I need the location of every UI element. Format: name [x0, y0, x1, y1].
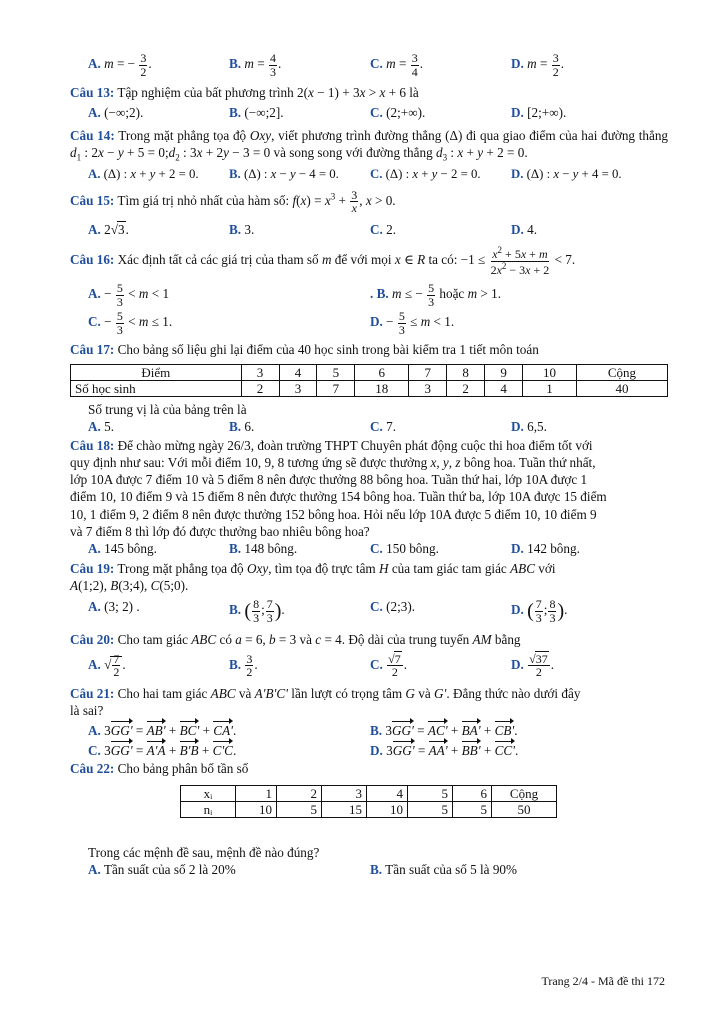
q12-option-a[interactable]: A. — [88, 56, 101, 72]
q17-options: A. 5. B. 6. C. 7. D. 6,5. — [88, 418, 547, 434]
q16-options-row1: A. − $\frac{5}{3}$ < m < 1 . B. m ≤ − $\frac{5}{3}$ hoặc m > 1. — [88, 281, 502, 309]
q17-option-a[interactable]: A. — [88, 418, 101, 434]
page-footer: Trang 2/4 - Mã đề thi 172 — [541, 974, 665, 988]
q19-options: A. (3; 2) . B. ( $\frac{8}{3}$ ; $\frac{7}{3}$ ). C. (2;3). D. ( $\frac{7}{3}$ ; $\frac{8}{3}$ ). — [88, 597, 568, 625]
q16-option-a[interactable]: A. — [88, 286, 101, 302]
q21-option-d[interactable]: D. — [370, 743, 383, 759]
q19-stem: Câu 19: Trong mặt phẳng tọa độ Oxy, tìm tọa độ trực tâm H của tam giác tam giác ABC với A(1;2), B(3;4), C(5;0). — [70, 561, 556, 594]
q16-option-c[interactable]: C. — [88, 314, 101, 330]
q20-option-c[interactable]: C. — [370, 656, 383, 672]
table-row: Số học sinh 2 3 7 18 3 2 4 1 40 — [71, 380, 668, 396]
q21-stem: Câu 21: Cho hai tam giác ABC và A'B'C' lần lượt có trọng tâm G và G'. Đẳng thức nào dưới đây là sai? — [70, 685, 581, 719]
table-row: xᵢ 1 2 3 4 5 6 Cộng — [181, 785, 557, 801]
q22-subquestion: Trong các mệnh đề sau, mệnh đề nào đúng? — [88, 844, 320, 860]
q20-option-d[interactable]: D. — [511, 656, 524, 672]
q17-stem: Câu 17: Cho bảng số liệu ghi lại điểm của 40 học sinh trong bài kiểm tra 1 tiết môn toán — [70, 341, 539, 357]
q20-stem: Câu 20: Cho tam giác ABC có a = 6, b = 3 và c = 4. Độ dài của trung tuyến AM bằng — [70, 631, 521, 647]
q22-stem: Câu 22: Cho bảng phân bố tần số — [70, 760, 249, 776]
table-header-cell: Điểm — [71, 364, 242, 380]
q12-option-d[interactable]: D. — [511, 56, 524, 72]
q21-option-c[interactable]: C. — [88, 743, 101, 759]
q14-option-b[interactable]: B. — [229, 166, 241, 181]
q17-subquestion: Số trung vị là của bảng trên là — [88, 401, 247, 417]
q15-option-c[interactable]: C. — [370, 221, 383, 237]
q14-option-d[interactable]: D. — [511, 166, 524, 181]
table-row: Điểm 3 4 5 6 7 8 9 10 Cộng — [71, 364, 668, 380]
exam-page — [70, 52, 668, 878]
q16-stem: Câu 16: Xác định tất cả các giá trị của tham số m để với mọi x ∈ R ta có: −1 ≤ $\frac{x^2 + 5x + m}{2x^2 - 3x + 2}$ < 7. — [70, 244, 576, 277]
q15-options: A. 2√3. B. 3. C. 2. D. 4. — [88, 221, 538, 237]
q21-options-row2: C. 3GG' = A'A + B'B + C'C. D. 3GG' = AA' + BB' + CC'. — [88, 743, 519, 759]
q22-option-b[interactable]: B. — [370, 861, 383, 877]
q15-option-d[interactable]: D. — [511, 221, 524, 237]
q13-option-d[interactable]: D. — [511, 105, 524, 121]
q18-stem: Câu 18: Để chào mừng ngày 26/3, đoàn trường THPT Chuyên phát động cuộc thi hoa điểm tốt với quy định như sau: Với mỗi điểm 10, 9, 8 tương ứng sẽ được thưởng x, y, z bông hoa. Tuần thứ nhất, lớp 10A được 7 điểm 10 và 5 điểm 8 nên được thưởng 88 bông hoa. Tuần thứ hai, lớp 10A được 1 điểm 10, 10 điểm 9 và 15 điểm 8 nên được thưởng 154 bông hoa. Tuần thứ ba, lớp 10A được 15 điểm 10, 1 điểm 9, 2 điểm 8 nên được thưởng 152 bông hoa. Hỏi nếu lớp 10A được 5 điểm 10, 10 điểm 9 và 7 điểm 8 thì lớp đó được thưởng bao nhiêu bông hoa? — [70, 437, 607, 539]
q22-options: A. Tần suất của số 2 là 20% B. Tần suất của số 5 là 90% — [88, 861, 517, 877]
q17-option-b[interactable]: B. — [229, 418, 242, 434]
q14-stem: Câu 14: Trong mặt phẳng tọa độ Oxy, viết phương trình đường thẳng (Δ) đi qua giao điểm của hai đường thẳng $d_1$ : $2x - y + 5 = 0;d_2$ : 3x + 2y − 3 = 0 và song song với đường thẳng $d_3$ : x + y + 2 = 0. — [70, 127, 669, 163]
q16-options-row2: C. − $\frac{5}{3}$ < m ≤ 1. D. − $\frac{5}{3}$ ≤ m < 1. — [88, 309, 455, 337]
q13-stem: Câu 13: Tập nghiệm của bất phương trình 2(x − 1) + 3x > x + 6 là — [70, 85, 419, 101]
q14-option-a[interactable]: A. — [88, 166, 101, 181]
q17-score-table — [70, 364, 668, 397]
q13-option-c[interactable]: C. — [370, 105, 383, 121]
q12-option-b[interactable]: B. — [229, 56, 242, 72]
q19-option-b[interactable]: B. — [229, 602, 242, 618]
q19-option-a[interactable]: A. — [88, 599, 101, 615]
q21-option-a[interactable]: A. — [88, 723, 101, 739]
q16-option-d[interactable]: D. — [370, 314, 383, 330]
q12-options: A. m = − $\frac{3}{2}$ . B. m = $\frac{4}{3}$ . C. m = $\frac{3}{4}$ . D. m = $\frac{3}{2}$ . — [88, 51, 564, 79]
q17-option-d[interactable]: D. — [511, 418, 524, 434]
q15-stem: Câu 15: Tìm giá trị nhỏ nhất của hàm số: $f(x) = x^3$ + $\frac{3}{x}$ , x > 0. — [70, 187, 396, 216]
q14-options: A. (Δ) : x + y + 2 = 0. B. (Δ) : x − y − 4 = 0. C. (Δ) : x + y − 2 = 0. D. (Δ) : x − y + 4 = 0. — [88, 166, 622, 181]
table-row: nᵢ 10 5 15 10 5 5 50 — [181, 801, 557, 817]
q22-frequency-table — [180, 785, 557, 818]
q12-option-c[interactable]: C. — [370, 56, 383, 72]
q18-option-c[interactable]: C. — [370, 540, 383, 556]
q18-option-d[interactable]: D. — [511, 540, 524, 556]
table-header-cell: nᵢ — [181, 801, 236, 817]
q16-option-b[interactable]: . B. — [370, 286, 389, 302]
q17-option-c[interactable]: C. — [370, 418, 383, 434]
q13-options: A. (−∞;2). B. (−∞;2]. C. (2;+∞). D. [2;+∞). — [88, 105, 567, 121]
table-header-cell: Số học sinh — [71, 380, 242, 396]
q15-option-b[interactable]: B. — [229, 221, 242, 237]
q20-option-b[interactable]: B. — [229, 656, 242, 672]
q22-option-a[interactable]: A. — [88, 861, 101, 877]
q15-option-a[interactable]: A. — [88, 221, 101, 237]
q13-option-a[interactable]: A. — [88, 105, 101, 121]
q18-option-a[interactable]: A. — [88, 540, 101, 556]
q14-option-c[interactable]: C. — [370, 166, 383, 181]
q18-options: A. 145 bông. B. 148 bông. C. 150 bông. D. 142 bông. — [88, 540, 580, 556]
q19-option-d[interactable]: D. — [511, 602, 524, 618]
q20-options: A. √ $\frac{7}{2}$ . B. $\frac{3}{2}$ . C. $\frac{√7}{2}$ . D. $\frac{√37}{2}$ . — [88, 651, 555, 680]
q13-option-b[interactable]: B. — [229, 105, 242, 121]
q18-option-b[interactable]: B. — [229, 540, 242, 556]
q20-option-a[interactable]: A. — [88, 656, 101, 672]
q19-option-c[interactable]: C. — [370, 599, 383, 615]
q21-options-row1: A. 3GG' = AB' + BC' + CA'. B. 3GG' = AC' + BA' + CB'. — [88, 723, 518, 739]
q21-option-b[interactable]: B. — [370, 723, 383, 739]
table-header-cell: xᵢ — [181, 785, 236, 801]
